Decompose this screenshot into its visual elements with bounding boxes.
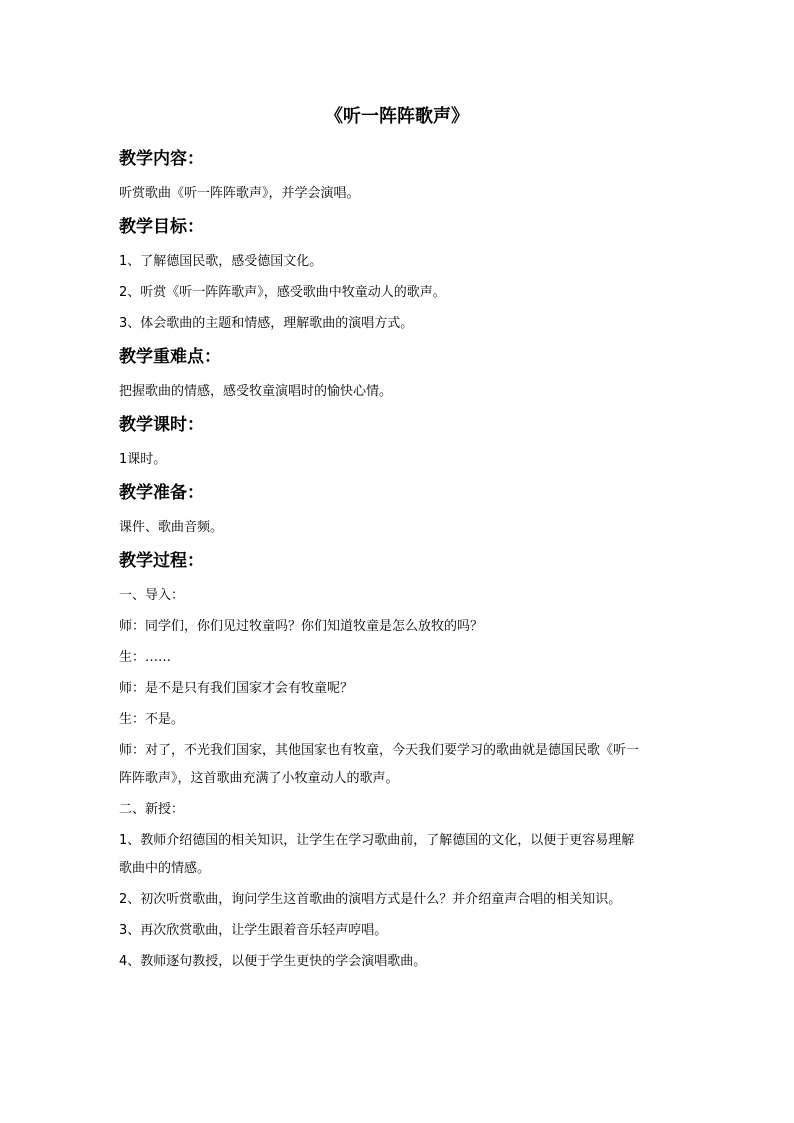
paragraph: 1、教师介绍德国的相关知识，让学生在学习歌曲前，了解德国的文化，以便于更容易理解 (119, 833, 635, 848)
paragraph: 2、初次听赏歌曲，询问学生这首歌曲的演唱方式是什么？并介绍童声合唱的相关知识。 (119, 892, 622, 907)
heading-teaching-content: 教学内容： (119, 149, 204, 169)
paragraph: 把握歌曲的情感，感受牧童演唱时的愉快心情。 (119, 384, 393, 399)
paragraph: 1、了解德国民歌，感受德国文化。 (119, 254, 323, 269)
paragraph: 生：不是。 (119, 712, 185, 727)
heading-key-difficulties: 教学重难点： (119, 347, 221, 367)
paragraph: 4、教师逐句教授，以便于学生更快的学会演唱歌曲。 (119, 954, 427, 969)
paragraph: 听赏歌曲《听一阵阵歌声》，并学会演唱。 (119, 186, 360, 201)
paragraph: 歌曲中的情感。 (119, 861, 211, 876)
paragraph: 二、新授： (119, 802, 185, 817)
document-body (119, 146, 679, 972)
paragraph: 师：同学们，你们见过牧童吗？你们知道牧童是怎么放牧的吗？ (119, 619, 484, 634)
heading-teaching-goals: 教学目标： (119, 217, 204, 237)
paragraph: 生：…… (119, 650, 172, 665)
paragraph: 3、体会歌曲的主题和情感，理解歌曲的演唱方式。 (119, 316, 414, 331)
paragraph: 2、听赏《听一阵阵歌声》，感受歌曲中牧童动人的歌声。 (119, 285, 446, 300)
paragraph: 师：是不是只有我们国家才会有牧童呢？ (119, 681, 354, 696)
heading-teaching-process: 教学过程： (119, 551, 204, 571)
document-title: 《听一阵阵歌声》 (325, 106, 469, 127)
paragraph: 1课时。 (119, 452, 167, 467)
paragraph: 师：对了，不光我们国家，其他国家也有牧童，今天我们要学习的歌曲就是德国民歌《听一 (119, 743, 640, 758)
paragraph: 3、再次欣赏歌曲，让学生跟着音乐轻声哼唱。 (119, 923, 388, 938)
paragraph: 课件、歌曲音频。 (119, 520, 224, 535)
heading-preparation: 教学准备： (119, 483, 204, 503)
paragraph: 阵阵歌声》，这首歌曲充满了小牧童动人的歌声。 (119, 771, 399, 786)
heading-class-hours: 教学课时： (119, 415, 204, 435)
paragraph: 一、导入： (119, 588, 185, 603)
